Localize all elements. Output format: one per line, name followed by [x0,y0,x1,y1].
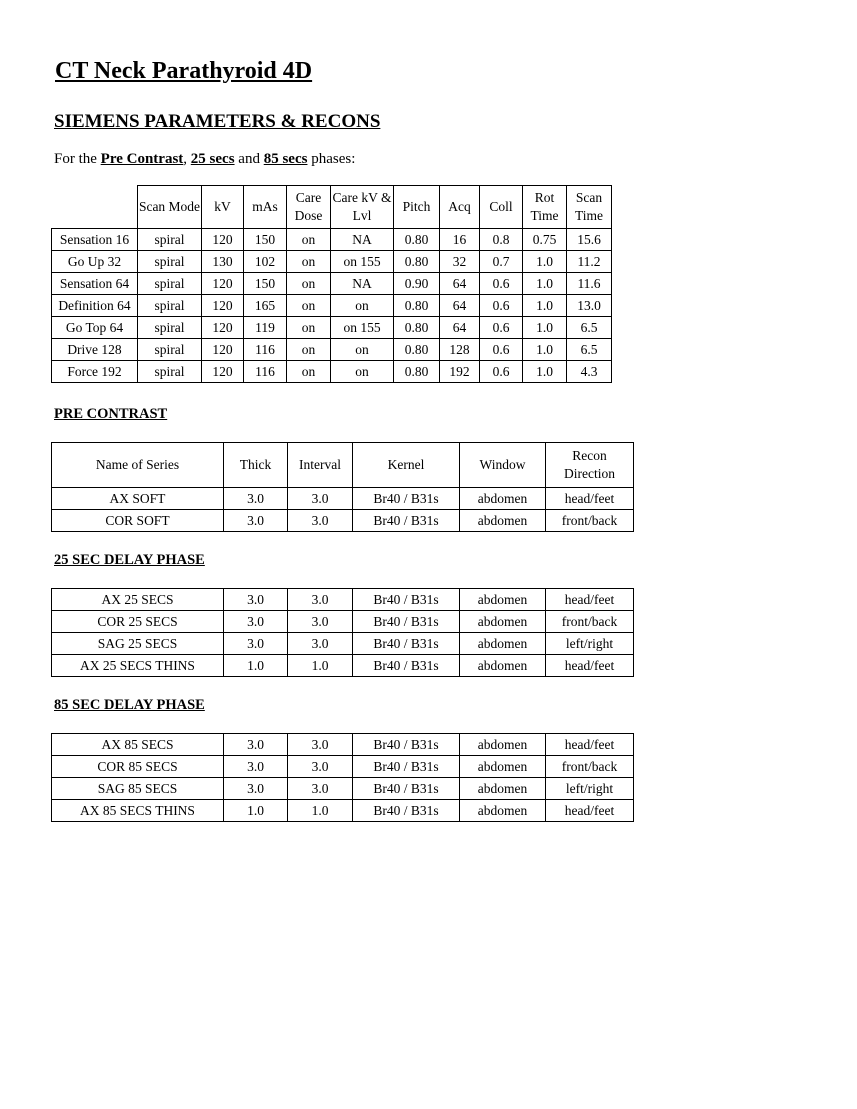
recon-table-header-cell: Window [460,443,546,488]
table-cell: spiral [138,361,202,383]
table-cell: left/right [546,778,634,800]
table-cell: 1.0 [523,317,567,339]
table-cell: 0.90 [394,273,440,295]
series-name-cell: COR SOFT [52,510,224,532]
scan-table-header-cell: Scan Mode [138,186,202,229]
table-cell: 16 [440,229,480,251]
scan-table-header-cell: Care kV & Lvl [331,186,394,229]
table-cell: on [287,361,331,383]
scan-table-header-cell: Scan Time [567,186,612,229]
table-cell: front/back [546,756,634,778]
table-cell: abdomen [460,589,546,611]
series-name-cell: AX SOFT [52,488,224,510]
table-cell: 1.0 [224,655,288,677]
table-cell: abdomen [460,756,546,778]
table-cell: 0.6 [480,273,523,295]
table-row [52,251,612,273]
table-cell: abdomen [460,633,546,655]
scan-table-header-cell: kV [202,186,244,229]
table-row [52,589,634,611]
table-cell: abdomen [460,778,546,800]
table-cell: head/feet [546,734,634,756]
table-cell: 0.6 [480,339,523,361]
scan-parameters-table [51,185,612,383]
table-cell: 192 [440,361,480,383]
table-cell: front/back [546,611,634,633]
table-cell: 3.0 [288,734,353,756]
series-name-cell: COR 25 SECS [52,611,224,633]
table-cell: on 155 [331,317,394,339]
table-cell: 3.0 [224,633,288,655]
table-cell: on [287,273,331,295]
table-cell: 11.2 [567,251,612,273]
series-name-cell: COR 85 SECS [52,756,224,778]
table-cell: spiral [138,251,202,273]
table-cell: Br40 / B31s [353,734,460,756]
table-cell: 11.6 [567,273,612,295]
intro-85-secs: 85 secs [263,151,308,167]
table-cell: 150 [244,229,287,251]
table-cell: 0.6 [480,361,523,383]
table-cell: 165 [244,295,287,317]
recon-table-header-cell: Thick [224,443,288,488]
table-cell: 130 [202,251,244,273]
intro-text-4: phases: [307,151,356,167]
table-cell: 3.0 [224,611,288,633]
series-name-cell: AX 25 SECS THINS [52,655,224,677]
scan-table-header-cell: Acq [440,186,480,229]
table-cell: abdomen [460,800,546,822]
table-cell: NA [331,273,394,295]
delay-85-table [51,733,634,822]
intro-text-1: For the [54,151,101,167]
table-cell: abdomen [460,488,546,510]
series-name-cell: AX 85 SECS THINS [52,800,224,822]
table-row [52,800,634,822]
table-cell: Br40 / B31s [353,589,460,611]
scan-table-header-cell: mAs [244,186,287,229]
recon-table-header-cell: Kernel [353,443,460,488]
table-cell: Br40 / B31s [353,510,460,532]
table-cell: 0.6 [480,295,523,317]
table-cell: on [287,339,331,361]
table-cell: 0.6 [480,317,523,339]
scanner-model-cell: Sensation 64 [52,273,138,295]
table-cell: 3.0 [288,488,353,510]
table-cell: 116 [244,339,287,361]
table-cell: 3.0 [288,633,353,655]
series-name-cell: AX 25 SECS [52,589,224,611]
table-cell: spiral [138,317,202,339]
table-cell: 32 [440,251,480,273]
table-cell: spiral [138,339,202,361]
recon-table-header-cell: Recon Direction [546,443,634,488]
table-cell: 102 [244,251,287,273]
page-subtitle: SIEMENS PARAMETERS & RECONS [54,111,381,132]
table-row [52,229,612,251]
table-cell: head/feet [546,655,634,677]
scanner-model-cell: Drive 128 [52,339,138,361]
scan-table-header-row [52,186,612,229]
table-cell: Br40 / B31s [353,800,460,822]
table-cell: 64 [440,295,480,317]
table-cell: 0.75 [523,229,567,251]
table-cell: 3.0 [224,734,288,756]
table-cell: 120 [202,361,244,383]
scan-table-header-cell: Pitch [394,186,440,229]
series-name-cell: AX 85 SECS [52,734,224,756]
pre-contrast-heading: PRE CONTRAST [54,406,168,422]
table-cell: 1.0 [224,800,288,822]
table-cell: 64 [440,273,480,295]
table-row [52,361,612,383]
table-cell: 0.80 [394,339,440,361]
scan-table-header-cell: Care Dose [287,186,331,229]
scanner-model-cell: Go Up 32 [52,251,138,273]
table-cell: 3.0 [288,510,353,532]
table-row [52,488,634,510]
scanner-model-cell: Sensation 16 [52,229,138,251]
table-cell: 0.7 [480,251,523,273]
table-cell: 3.0 [224,488,288,510]
table-cell: Br40 / B31s [353,655,460,677]
table-cell: on [331,361,394,383]
recon-table-header-cell: Interval [288,443,353,488]
table-row [52,655,634,677]
recon-table-header-row [52,443,634,488]
table-cell: 1.0 [523,339,567,361]
table-cell: 3.0 [288,589,353,611]
table-cell: Br40 / B31s [353,488,460,510]
table-cell: 0.80 [394,295,440,317]
table-cell: 3.0 [224,778,288,800]
table-row [52,756,634,778]
table-row [52,339,612,361]
table-row [52,317,612,339]
table-cell: 1.0 [523,251,567,273]
table-cell: on [287,251,331,273]
scan-table-header-cell: Rot Time [523,186,567,229]
scanner-model-cell: Go Top 64 [52,317,138,339]
table-cell: head/feet [546,589,634,611]
table-row [52,734,634,756]
table-row [52,295,612,317]
table-cell: 120 [202,295,244,317]
table-cell: 128 [440,339,480,361]
table-cell: 64 [440,317,480,339]
table-cell: on [287,295,331,317]
table-cell: on 155 [331,251,394,273]
table-cell: on [331,339,394,361]
table-cell: 0.80 [394,229,440,251]
table-cell: abdomen [460,611,546,633]
pre-contrast-table [51,442,634,532]
table-cell: 0.80 [394,317,440,339]
table-cell: Br40 / B31s [353,633,460,655]
table-row [52,633,634,655]
intro-text-2: , [183,151,191,167]
table-cell: 119 [244,317,287,339]
table-cell: 3.0 [224,589,288,611]
table-cell: 0.8 [480,229,523,251]
table-cell: 116 [244,361,287,383]
intro-pre-contrast: Pre Contrast [100,151,184,167]
table-cell: head/feet [546,488,634,510]
delay-85-heading: 85 SEC DELAY PHASE [54,697,205,713]
scanner-model-cell: Force 192 [52,361,138,383]
table-cell: 3.0 [288,756,353,778]
table-cell: abdomen [460,655,546,677]
series-name-cell: SAG 85 SECS [52,778,224,800]
table-cell: 1.0 [288,655,353,677]
table-cell: on [331,295,394,317]
table-cell: 3.0 [288,611,353,633]
table-cell: 6.5 [567,317,612,339]
table-cell: 120 [202,339,244,361]
table-cell: on [287,229,331,251]
table-cell: spiral [138,229,202,251]
table-row [52,273,612,295]
table-cell: 3.0 [224,756,288,778]
table-cell: spiral [138,295,202,317]
scan-table-header-cell: Coll [480,186,523,229]
intro-25-secs: 25 secs [190,151,235,167]
table-cell: 15.6 [567,229,612,251]
table-cell: Br40 / B31s [353,611,460,633]
table-cell: abdomen [460,734,546,756]
delay-25-heading: 25 SEC DELAY PHASE [54,552,205,568]
scanner-model-cell: Definition 64 [52,295,138,317]
table-cell: on [287,317,331,339]
table-cell: 1.0 [523,273,567,295]
table-cell: abdomen [460,510,546,532]
table-cell: 1.0 [523,361,567,383]
table-cell: 3.0 [224,510,288,532]
phases-intro [54,151,355,168]
table-cell: NA [331,229,394,251]
table-cell: front/back [546,510,634,532]
recon-table-header-cell: Name of Series [52,443,224,488]
table-cell: left/right [546,633,634,655]
table-cell: 3.0 [288,778,353,800]
table-cell: spiral [138,273,202,295]
table-row [52,778,634,800]
table-row [52,510,634,532]
intro-text-3: and [234,151,264,167]
table-row [52,611,634,633]
page-title: CT Neck Parathyroid 4D [55,58,313,84]
scan-table-corner [52,186,138,229]
table-cell: 0.80 [394,251,440,273]
table-cell: 120 [202,317,244,339]
series-name-cell: SAG 25 SECS [52,633,224,655]
table-cell: 13.0 [567,295,612,317]
table-cell: Br40 / B31s [353,778,460,800]
table-cell: head/feet [546,800,634,822]
table-cell: Br40 / B31s [353,756,460,778]
table-cell: 1.0 [288,800,353,822]
table-cell: 0.80 [394,361,440,383]
table-cell: 150 [244,273,287,295]
table-cell: 6.5 [567,339,612,361]
table-cell: 1.0 [523,295,567,317]
table-cell: 120 [202,273,244,295]
table-cell: 4.3 [567,361,612,383]
table-cell: 120 [202,229,244,251]
delay-25-table [51,588,634,677]
